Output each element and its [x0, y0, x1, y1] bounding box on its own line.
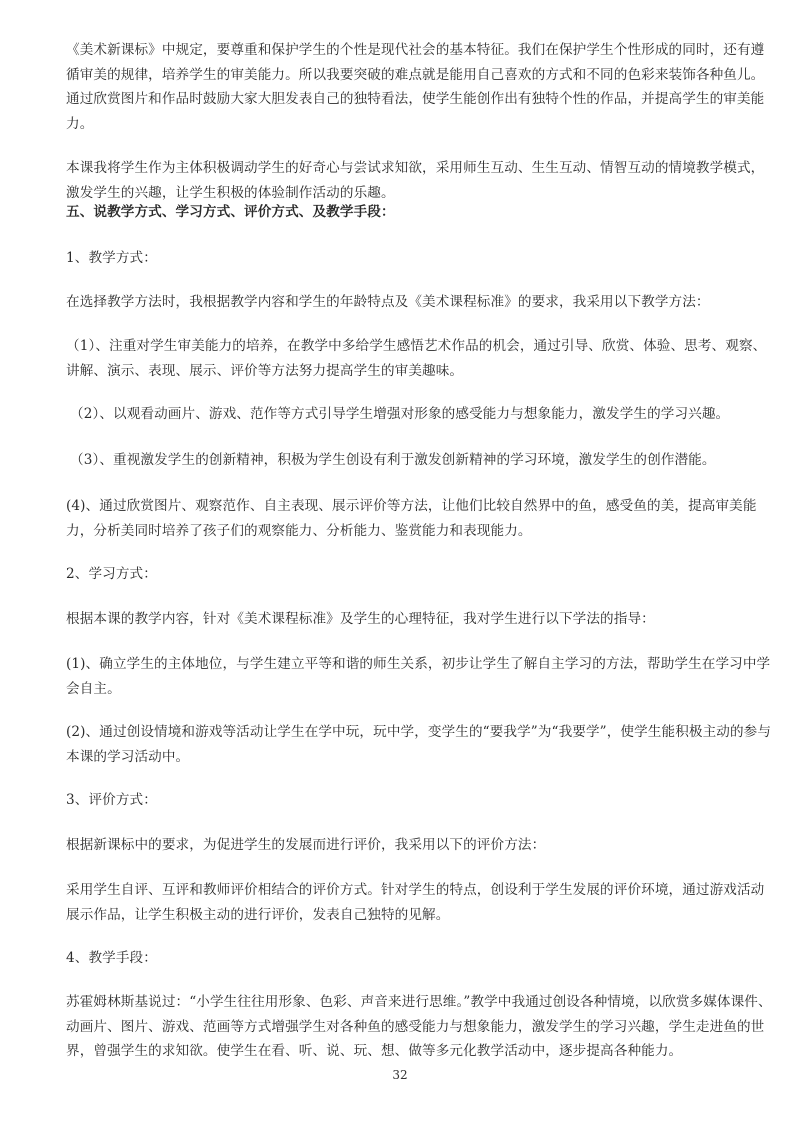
paragraph-learning-method-intro: 根据本课的教学内容，针对《美术课程标准》及学生的心理特征，我对学生进行以下学法的指导：: [66, 611, 655, 627]
paragraph-teaching-method-intro: 在选择教学方法时，我根据教学内容和学生的年龄特点及《美术课程标准》的要求，我采用以下教学方法：: [66, 294, 710, 310]
paragraph-learning-2: (2)、通过创设情境和游戏等活动让学生在学中玩，玩中学，变学生的“要我学”为“我要学”，使学生能积极主动的参与本课的学习活动中。: [66, 724, 772, 765]
paragraph-evaluation-detail: 采用学生自评、互评和教师评价相结合的评价方式。针对学生的特点，创设利于学生发展的评价环境，通过游戏活动展示作品，让学生积极主动的进行评价，发表自己独特的见解。: [66, 882, 765, 923]
page-number: 32: [392, 1068, 408, 1082]
paragraph-method-3: （3）、重视激发学生的创新精神，积极为学生创设有利于激发创新精神的学习环境，激发学生的创作潜能。: [70, 452, 716, 468]
subheading-teaching-method: 1、教学方式：: [66, 250, 157, 266]
paragraph-teaching-means: 苏霍姆林斯基说过：“小学生往往用形象、色彩、声音来进行思维。”教学中我通过创设各种情境，以欣赏多媒体课件、动画片、图片、游戏、范画等方式增强学生对各种鱼的感受能力与想象能力，激发学生的学习兴趣，学生走进鱼的世界，曾强学生的求知欲。使学生在看、听、说、玩、想、做等多元化教学活动中，逐步提高各种能力。: [66, 994, 772, 1059]
paragraph-curriculum-standard: 《美术新课标》中规定，要尊重和保护学生的个性是现代社会的基本特征。我们在保护学生个性形成的同时，还有遵循审美的规律，培养学生的审美能力。所以我要突破的难点就是能用自己喜欢的方式和不同的色彩来装饰各种鱼儿。通过欣赏图片和作品时鼓励大家大胆发表自己的独特看法，使学生能创作出有独特个性的作品，并提高学生的审美能力。: [66, 42, 765, 132]
subheading-evaluation-method: 3、评价方式：: [66, 792, 157, 808]
paragraph-evaluation-intro: 根据新课标中的要求，为促进学生的发展而进行评价，我采用以下的评价方法：: [66, 837, 546, 853]
paragraph-method-2: （2）、以观看动画片、游戏、范作等方式引导学生增强对形象的感受能力与想象能力，激发学生的学习兴趣。: [70, 406, 730, 422]
paragraph-method-1: （1）、注重对学生审美能力的培养，在教学中多给学生感悟艺术作品的机会，通过引导、欣赏、体验、思考、观察、讲解、演示、表现、展示、评价等方法努力提高学生的审美趣味。: [66, 338, 767, 379]
paragraph-method-4: (4)、通过欣赏图片、观察范作、自主表现、展示评价等方法，让他们比较自然界中的鱼，感受鱼的美，提高审美能力，分析美同时培养了孩子们的观察能力、分析能力、鉴赏能力和表现能力。: [66, 498, 757, 539]
subheading-learning-method: 2、学习方式：: [66, 566, 157, 582]
paragraph-student-subject: 本课我将学生作为主体积极调动学生的好奇心与尝试求知欲，采用师生互动、生生互动、情智互动的情境教学模式，激发学生的兴趣，让学生积极的体验制作活动的乐趣。: [66, 160, 765, 201]
subheading-teaching-means: 4、教学手段：: [66, 950, 157, 966]
section-heading-five: 五、说教学方式、学习方式、评价方式、及教学手段：: [66, 204, 395, 220]
paragraph-learning-1: (1)、确立学生的主体地位，与学生建立平等和谐的师生关系，初步让学生了解自主学习的方法，帮助学生在学习中学会自主。: [66, 656, 771, 697]
